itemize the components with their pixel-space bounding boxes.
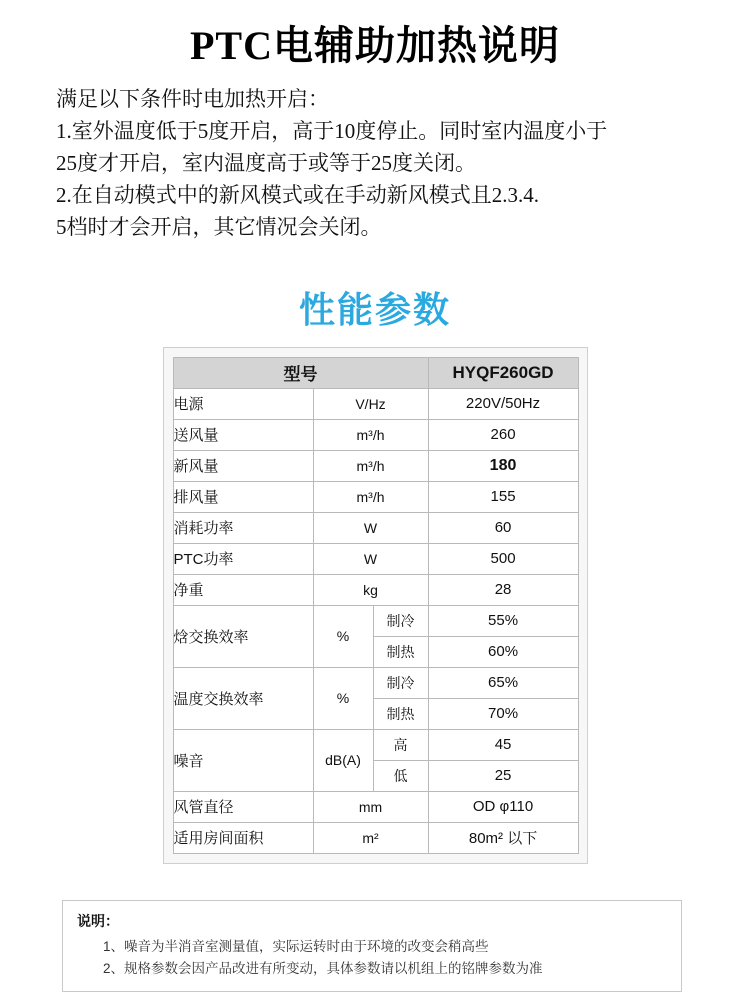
spec-table (173, 357, 579, 854)
row-unit: % (313, 605, 373, 667)
row-value: 500 (428, 543, 578, 574)
table-row (173, 481, 578, 512)
note-line: 2、规格参数会因产品改进有所变动，具体参数请以机组上的铭牌参数为准 (103, 960, 543, 976)
intro-line: 5档时才会开启，其它情况会关闭。 (56, 214, 382, 239)
table-row (173, 667, 578, 698)
row-value: 60% (428, 636, 578, 667)
row-value: 65% (428, 667, 578, 698)
table-header-row (173, 357, 578, 388)
intro-line: 25度才开启，室内温度高于或等于25度关闭。 (56, 150, 476, 175)
sub-label: 制热 (373, 636, 428, 667)
table-row (173, 512, 578, 543)
row-label: 电源 (173, 388, 313, 419)
row-label: 送风量 (173, 419, 313, 450)
spec-table-container (163, 347, 588, 864)
table-row (173, 729, 578, 760)
row-value: 260 (428, 419, 578, 450)
table-row (173, 822, 578, 853)
section-title: 性能参数 (298, 288, 451, 330)
row-label: 净重 (173, 574, 313, 605)
row-value: 155 (428, 481, 578, 512)
row-unit: m³/h (313, 419, 428, 450)
row-unit: W (313, 512, 428, 543)
header-value: HYQF260GD (428, 357, 578, 388)
sub-label: 制冷 (373, 605, 428, 636)
table-row (173, 388, 578, 419)
row-value: 25 (428, 760, 578, 791)
intro-line: 满足以下条件时电加热开启： (56, 87, 329, 111)
sub-label: 低 (373, 760, 428, 791)
row-value: 45 (428, 729, 578, 760)
row-unit: mm (313, 791, 428, 822)
intro-line: 2.在自动模式中的新风模式或在手动新风模式且2.3.4. (56, 182, 539, 207)
sub-label: 制冷 (373, 667, 428, 698)
row-unit: m³/h (313, 450, 428, 481)
row-unit: kg (313, 574, 428, 605)
row-value: 180 (428, 450, 578, 481)
row-value: 220V/50Hz (428, 388, 578, 419)
row-label: 噪音 (173, 729, 313, 791)
row-unit: % (313, 667, 373, 729)
row-label: 风管直径 (173, 791, 313, 822)
note-title: 说明： (77, 913, 119, 929)
table-row (173, 419, 578, 450)
row-value: 70% (428, 698, 578, 729)
row-unit: m³/h (313, 481, 428, 512)
row-value: 55% (428, 605, 578, 636)
row-unit: W (313, 543, 428, 574)
row-label: 适用房间面积 (173, 822, 313, 853)
table-row (173, 791, 578, 822)
table-row (173, 543, 578, 574)
row-label: PTC功率 (173, 543, 313, 574)
row-value: 80m² 以下 (428, 822, 578, 853)
sub-label: 制热 (373, 698, 428, 729)
table-row (173, 605, 578, 636)
row-label: 消耗功率 (173, 512, 313, 543)
note-box (62, 900, 682, 992)
note-line: 1、噪音为半消音室测量值，实际运转时由于环境的改变会稍高些 (103, 939, 489, 954)
table-row (173, 450, 578, 481)
row-value: 28 (428, 574, 578, 605)
header-label: 型号 (173, 357, 428, 388)
intro-line: 1.室外温度低于5度开启，高于10度停止。同时室内温度小于 (56, 118, 608, 143)
row-label: 排风量 (173, 481, 313, 512)
table-row (173, 574, 578, 605)
page-root (0, 22, 750, 1002)
row-unit: m² (313, 822, 428, 853)
sub-label: 高 (373, 729, 428, 760)
row-label: 温度交换效率 (173, 667, 313, 729)
row-unit: dB(A) (313, 729, 373, 791)
page-title: PTC电辅助加热说明 (190, 23, 560, 68)
row-unit: V/Hz (313, 388, 428, 419)
row-label: 新风量 (173, 450, 313, 481)
intro-text (56, 84, 696, 244)
row-value: OD φ110 (428, 791, 578, 822)
row-label: 焓交换效率 (173, 605, 313, 667)
row-value: 60 (428, 512, 578, 543)
